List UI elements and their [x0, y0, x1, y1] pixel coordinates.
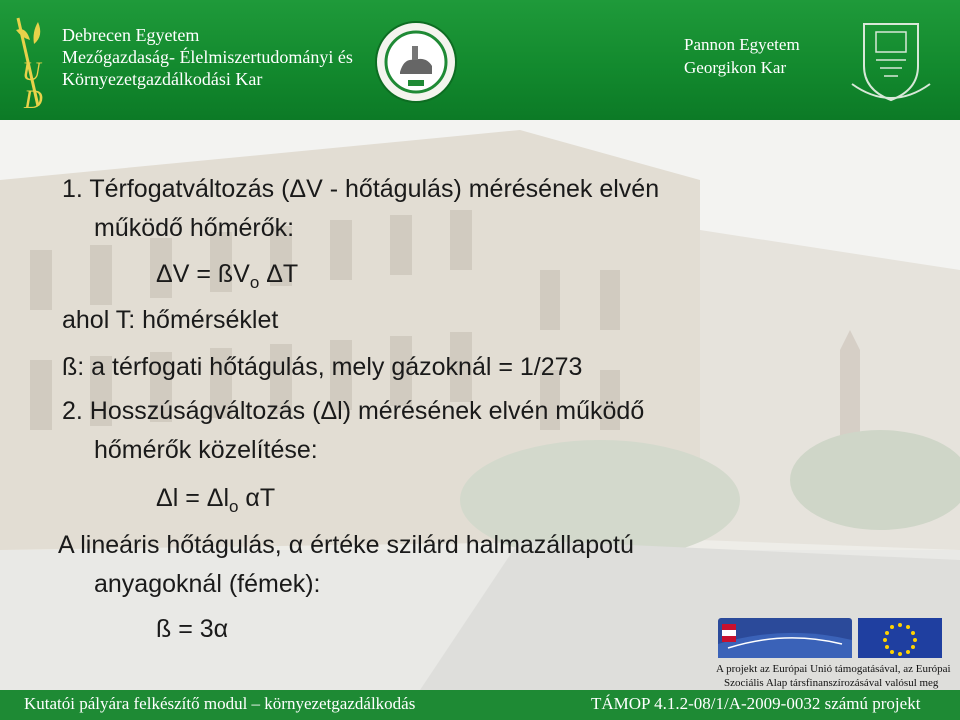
- header-bar: [0, 0, 960, 120]
- volume-equation-subscript: o: [249, 273, 260, 292]
- eu-funding-text-line2: Szociális Alap társfinanszírozásával valósul meg: [724, 677, 939, 689]
- svg-text:D: D: [24, 85, 43, 114]
- uj-magyarorszag-logo-icon: [718, 618, 852, 658]
- beta-alpha-relation: ß = 3α: [156, 615, 229, 643]
- volume-equation-main: ΔV = ßV: [156, 260, 250, 288]
- linear-expansion-statement-cont: anyagoknál (fémek):: [94, 570, 321, 598]
- point-2-title-cont: hőmérők közelítése:: [94, 436, 318, 464]
- partner-faculty-name: Georgikon Kar: [684, 58, 787, 77]
- length-equation-tail: αT: [238, 484, 276, 512]
- length-equation: [156, 483, 276, 516]
- project-code: TÁMOP 4.1.2-08/1/A-2009-0032 számú projekt: [591, 694, 921, 713]
- length-equation-subscript: o: [229, 497, 239, 516]
- volumetric-expansion-definition: ß: a térfogati hőtágulás, mely gázoknál = 1/273: [62, 353, 583, 381]
- volume-equation-tail: ΔT: [259, 260, 299, 288]
- point-2-title: 2. Hosszúságváltozás (Δl) mérésének elvén működő: [62, 397, 645, 425]
- faculty-name-line1: Mezőgazdaság- Élelmiszertudományi és: [62, 47, 353, 67]
- linear-expansion-statement: A lineáris hőtágulás, α értéke szilárd halmazállapotú: [58, 531, 634, 559]
- pannon-crest-icon: [846, 14, 936, 110]
- temperature-definition: ahol T: hőmérséklet: [62, 306, 279, 334]
- faculty-seal-icon: [374, 20, 458, 104]
- point-1-title-cont: működő hőmérők:: [94, 214, 295, 242]
- footer-bar: [0, 690, 960, 720]
- volume-equation: [156, 259, 299, 292]
- university-name: Debrecen Egyetem: [62, 25, 200, 45]
- length-equation-main: Δl = Δl: [156, 484, 229, 512]
- faculty-name-line2: Környezetgazdálkodási Kar: [62, 69, 263, 89]
- svg-text:U: U: [22, 57, 41, 86]
- eu-funding-text-line1: A projekt az Európai Unió támogatásával, az Európai: [716, 663, 951, 675]
- module-title: Kutatói pályára felkészítő modul – környezetgazdálkodás: [24, 694, 416, 713]
- partner-university-name: Pannon Egyetem: [684, 35, 800, 54]
- eu-flag-icon: [858, 618, 942, 658]
- ud-logo-icon: [8, 10, 52, 114]
- point-1-title: 1. Térfogatváltozás (ΔV - hőtágulás) mérésének elvén: [62, 175, 660, 203]
